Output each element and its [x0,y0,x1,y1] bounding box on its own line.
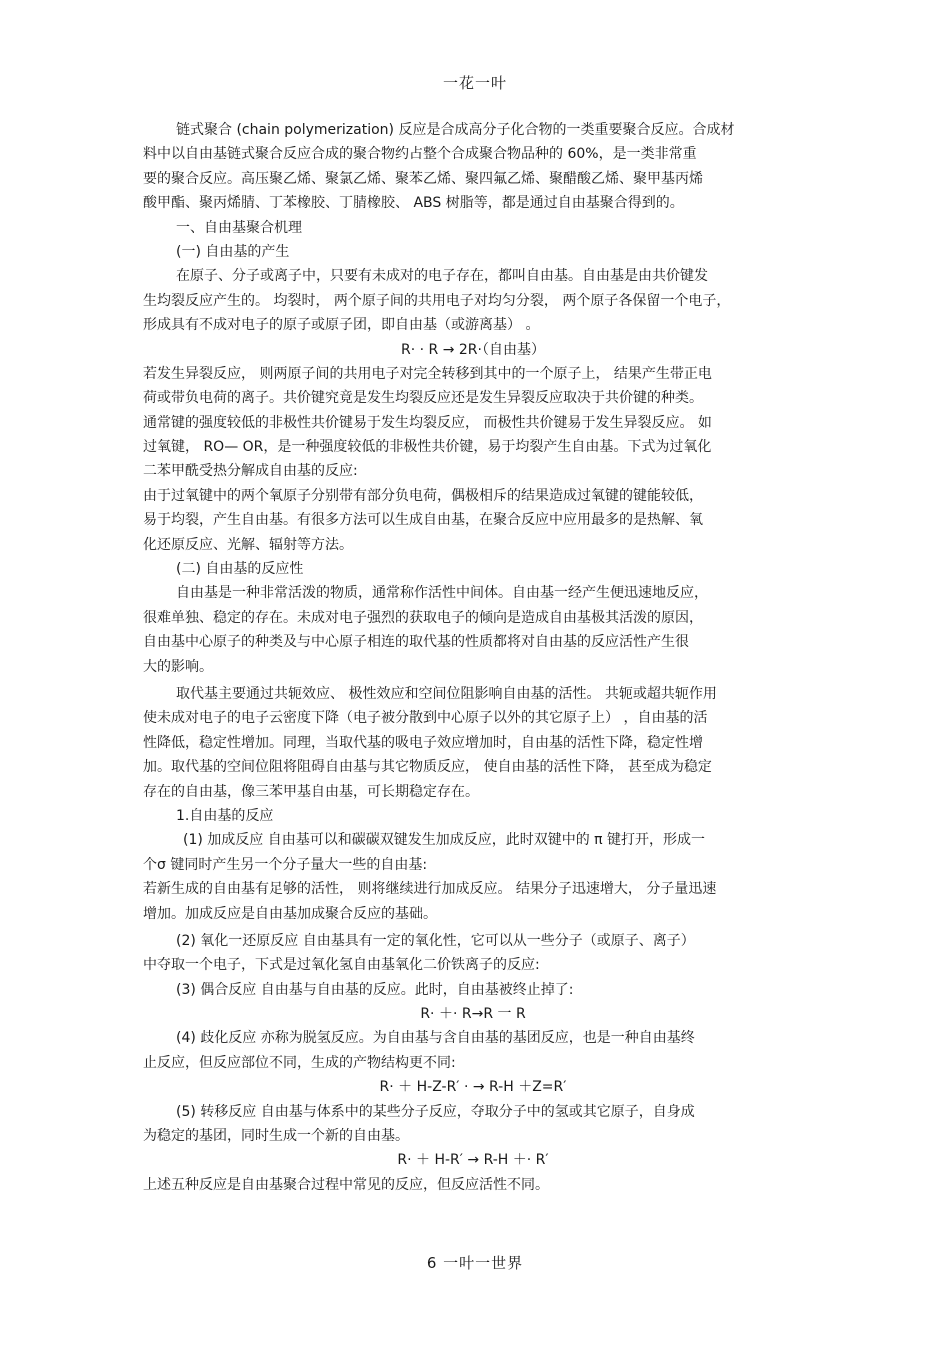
equation: R· · R → 2R·（自由基） [401,341,545,358]
text-line: (5) 转移反应 自由基与体系中的某些分子反应，夺取分子中的氢或其它原子，自身成 [176,1103,695,1120]
text-line: 易于均裂，产生自由基。有很多方法可以生成自由基，在聚合反应中应用最多的是热解、氧 [143,512,703,529]
section-heading: 一、自由基聚合机理 [176,219,302,236]
text-line: 大的影响。 [143,658,213,675]
text-line: 荷或带负电荷的离子。共价键究竟是发生均裂反应还是发生异裂反应取决于共价键的种类。 [143,390,703,407]
text-line: 通常键的强度较低的非极性共价键易于发生均裂反应， 而极性共价键易于发生异裂反应。 如 [143,414,712,431]
equation: R· ＋ H-Z-R′ · → R-H ＋Z=R′ [379,1079,567,1096]
text-line: (1) 加成反应 自由基可以和碳碳双键发生加成反应，此时双键中的 π 键打开，形成一 [183,832,706,849]
text-line: 化还原反应、光解、辐射等方法。 [143,536,353,553]
text-line: (4) 歧化反应 亦称为脱氢反应。为自由基与含自由基的基团反应，也是一种自由基终 [176,1030,695,1047]
text-line: 取代基主要通过共轭效应、 极性效应和空间位阻影响自由基的活性。 共轭或超共轭作用 [176,685,717,702]
text-line: 在原子、分子或离子中，只要有未成对的电子存在，都叫自由基。自由基是由共价键发 [176,268,708,285]
text-line: 性降低，稳定性增加。同理，当取代基的吸电子效应增加时，自由基的活性下降，稳定性增 [143,734,703,751]
text-line: 酸甲酯、聚丙烯腈、丁苯橡胶、丁腈橡胶、 ABS 树脂等，都是通过自由基聚合得到的。 [143,195,684,212]
text-line: 过氧键， RO— OR，是一种强度较低的非极性共价键，易于均裂产生自由基。下式为过氧化 [143,439,712,456]
text-line: 二苯甲酰受热分解成自由基的反应: [143,463,358,480]
text-line: (3) 偶合反应 自由基与自由基的反应。此时，自由基被终止掉了: [176,981,574,998]
text-line: 自由基是一种非常活泼的物质，通常称作活性中间体。自由基一经产生便迅速地反应， [176,585,708,602]
subsection-heading: 1.自由基的反应 [176,807,274,824]
text-line: 止反应，但反应部位不同，生成的产物结构更不同: [143,1054,456,1071]
text-line: 由于过氧键中的两个氧原子分别带有部分负电荷，偶极相斥的结果造成过氧键的键能较低， [143,487,703,504]
page-header: 一花一叶 [442,74,507,92]
text-line: 很难单独、稳定的存在。未成对电子强烈的获取电子的倾向是造成自由基极其活泼的原因， [143,609,703,626]
text-line: 要的聚合反应。高压聚乙烯、聚氯乙烯、聚苯乙烯、聚四氟乙烯、聚醋酸乙烯、聚甲基丙烯 [143,170,703,187]
text-line: 个σ 键同时产生另一个分子量大一些的自由基: [143,856,428,873]
text-line: 若发生异裂反应， 则两原子间的共用电子对完全转移到其中的一个原子上， 结果产生带正电 [143,365,712,382]
text-line: 使未成对电子的电子云密度下降（电子被分散到中心原子以外的其它原子上） ，自由基的活 [143,710,708,727]
text-line: 若新生成的自由基有足够的活性， 则将继续进行加成反应。 结果分子迅速增大， 分子量迅速 [143,881,717,898]
page-footer: 6 一叶一世界 [426,1254,524,1272]
text-line: 料中以自由基链式聚合反应合成的聚合物约占整个合成聚合物品种的 60%，是一类非常重 [143,146,697,163]
text-line: 增加。加成反应是自由基加成聚合反应的基础。 [143,905,437,922]
document-body [143,118,803,1197]
text-line: 自由基中心原子的种类及与中心原子相连的取代基的性质都将对自由基的反应活性产生很 [143,634,689,651]
text-line: 为稳定的基团，同时生成一个新的自由基。 [143,1128,409,1145]
text-line: 上述五种反应是自由基聚合过程中常见的反应，但反应活性不同。 [143,1176,549,1193]
equation: R· ＋ H-R′ → R-H ＋· R′ [397,1152,549,1169]
subsection-heading: (一) 自由基的产生 [176,243,290,260]
text-line: 形成具有不成对电子的原子或原子团，即自由基（或游离基） 。 [143,317,540,334]
text-line: (2) 氧化一还原反应 自由基具有一定的氧化性，它可以从一些分子（或原子、离子） [176,932,695,949]
text-line: 中夺取一个电子，下式是过氧化氢自由基氧化二价铁离子的反应: [143,957,540,974]
equation: R· ＋· R→R 一 R [420,1006,526,1023]
text-line: 加。取代基的空间位阻将阻碍自由基与其它物质反应， 使自由基的活性下降， 甚至成为稳定 [143,759,712,776]
text-line: 链式聚合 (chain polymerization) 反应是合成高分子化合物的一类重要聚合反应。合成材 [176,122,735,138]
text-line: 存在的自由基，像三苯甲基自由基，可长期稳定存在。 [143,783,479,800]
text-line: 生均裂反应产生的。 均裂时， 两个原子间的共用电子对均匀分裂， 两个原子各保留一个电子， [143,292,731,309]
subsection-heading: (二) 自由基的反应性 [176,561,304,578]
